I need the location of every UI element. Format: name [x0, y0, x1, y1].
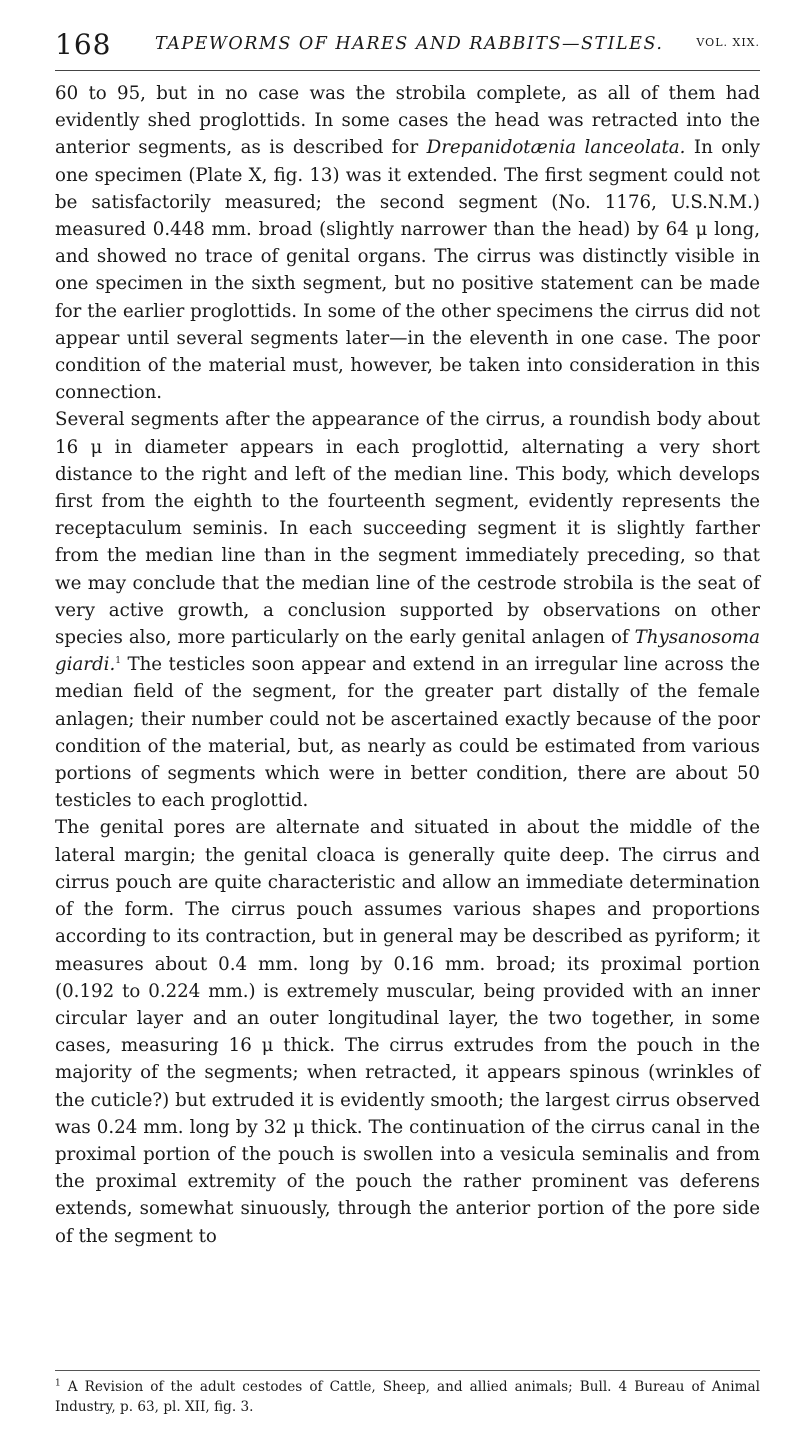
body-text — [55, 80, 760, 1250]
footnote-reference[interactable]: 1 — [115, 656, 121, 667]
species-name: Drepanidotænia lanceolata. — [426, 137, 686, 159]
text-run: The genital pores are alternate and situated in about the middle of the lateral margin; the genital cloaca is generally quite deep. The cirrus and cirrus pouch are quite characteristic and allow an immediate determination of the form. The cirrus pouch assumes various shapes and proportions according to its contraction, but in general may be described as pyriform; it measures about 0.4 mm. long by 0.16 mm. broad; its proximal portion (0.192 to 0.224 mm.) is extremely muscular, being provided with an inner circular layer and an outer longitudinal layer, the two together, in some cases, measuring 16 μ thick. The cirrus extrudes from the pouch in the majority of the segments; when retracted, it appears spinous (wrinkles of the cuticle?) but extruded it is evidently smooth; the largest cirrus observed was 0.24 mm. long by 32 μ thick. The continuation of the cirrus canal in the proximal portion of the pouch is swollen into a vesicula seminalis and from the proximal extremity of the pouch the rather prominent vas deferens extends, somewhat sinuously, through the anterior portion of the pore side of the segment to — [55, 817, 760, 1247]
text-run: 60 to 95, but in no case was the strobila complete, as all of them had evidently shed proglottids. In some cases the head was retracted into the anterior segments, as is described for — [55, 83, 760, 159]
page — [55, 22, 760, 1250]
footnote-text: A Revision of the adult cestodes of Cattle, Sheep, and allied animals; Bull. 4 Bureau of Animal Industry, p. 63, pl. XII, fig. 3. — [55, 1379, 760, 1415]
footnote — [55, 1377, 760, 1417]
paragraph — [55, 814, 760, 1249]
footnotes — [55, 1370, 760, 1417]
page-number: 168 — [55, 28, 112, 61]
species-name: Thysanosoma giardi. — [55, 627, 760, 676]
running-title: TAPEWORMS OF HARES AND RABBITS—STILES. — [155, 34, 664, 54]
paragraph — [55, 80, 760, 406]
running-head — [55, 22, 760, 71]
text-run: Several segments after the appearance of the cirrus, a roundish body about 16 μ in diameter appears in each proglottid, alternating a very short distance to the right and left of the median line. This body, which develops first from the eighth to the fourteenth segment, evidently represents the receptaculum seminis. In each succeeding segment it is slightly farther from the median line than in the segment immediately preceding, so that we may conclude that the median line of the cestrode strobila is the seat of very active growth, a conclusion supported by observations on other species also, more particularly on the early genital anlagen of — [55, 409, 760, 649]
text-run: The testicles soon appear and extend in an irregular line across the median field of the segment, for the greater part distally of the female anlagen; their number could not be ascertained exactly because of the poor condition of the material, but, as nearly as could be estimated from various portions of segments which were in better condition, there are about 50 testicles to each proglottid. — [55, 654, 760, 812]
footnote-marker: 1 — [55, 1378, 61, 1389]
volume-label: VOL. XIX. — [696, 36, 760, 49]
text-run: In only one specimen (Plate X, fig. 13) was it extended. The first segment could not be satisfactorily measured; the second segment (No. 1176, U.S.N.M.) measured 0.448 mm. broad (slightly narrower than the head) by 64 μ long, and showed no trace of genital organs. The cirrus was distinctly visible in one specimen in the sixth segment, but no positive statement can be made for the earlier proglottids. In some of the other specimens the cirrus did not appear until several segments later—in the eleventh in one case. The poor condition of the material must, however, be taken into consideration in this connection. — [55, 137, 761, 404]
footnote-divider — [55, 1370, 760, 1371]
paragraph — [55, 406, 760, 814]
